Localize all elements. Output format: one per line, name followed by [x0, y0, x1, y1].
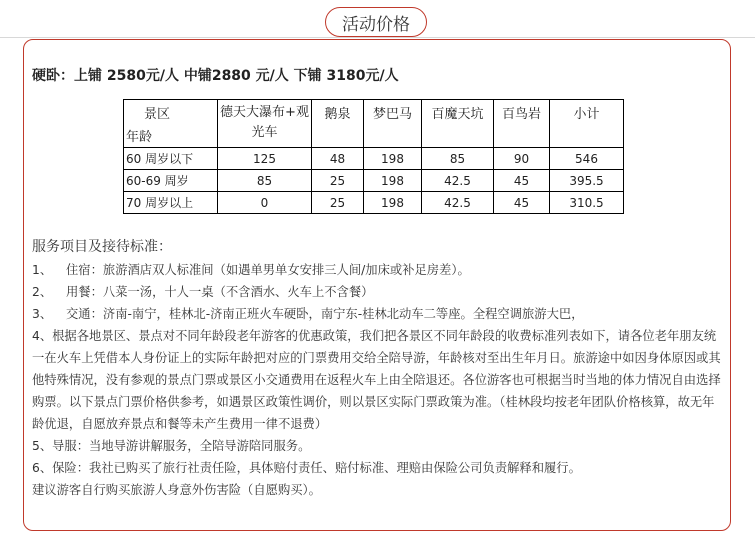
table-cell: 25: [312, 170, 364, 192]
berth-price-line: 硬卧：上铺 2580元/人 中铺2880 元/人 下铺 3180元/人: [32, 68, 399, 84]
table-cell: 198: [364, 170, 422, 192]
table-header-row: [124, 100, 624, 148]
table-header: 德天大瀑布+观光车: [218, 100, 312, 148]
table-corner-cell: [124, 100, 218, 148]
table-cell: 85: [218, 170, 312, 192]
page-title: 活动价格: [325, 7, 427, 37]
table-row: [124, 170, 624, 192]
table-header: 梦巴马: [364, 100, 422, 148]
item-text: 根据各地景区、景点对不同年龄段老年游客的优惠政策，我们把各景区不同年龄段的收费标准列表如下，请各位老年朋友统一在火车上凭借本人身份证上的实际年龄把对应的门票费用交给全陪导游，年龄核对至出生年月日。旅游途中如因身体原因或其他特殊情况，没有参观的景点门票或景区小交通费用在返程火车上由全陪退还。各位游客也可根据当时当地的体力情况自由选择购票。以下景点门票价格供参考，如遇景区政策性调价，则以景区实际门票政策为准。（桂林段均按老年团队价格核算，故无年龄优退，自愿放弃景点和餐等未产生费用一律不退费）: [32, 329, 721, 431]
table-cell: 0: [218, 192, 312, 214]
top-divider: [0, 37, 755, 38]
service-item-transport: [32, 303, 722, 325]
age-group-cell: 60 周岁以下: [124, 148, 218, 170]
item-number: 5、: [32, 439, 53, 453]
closing-text: 建议游客自行购买旅游人身意外伤害险（自愿购买）。: [32, 483, 321, 497]
item-text: 用餐：八菜一汤，十人一桌（不含酒水、火车上不含餐）: [66, 285, 374, 299]
service-heading: 服务项目及接待标准：: [32, 239, 172, 255]
table-row: [124, 148, 624, 170]
item-number: 3、: [32, 307, 53, 321]
closing-note: [32, 479, 722, 501]
table-header: 百鸟岩: [494, 100, 550, 148]
age-group-cell: 60-69 周岁: [124, 170, 218, 192]
table-cell: 198: [364, 192, 422, 214]
table-header: 鹅泉: [312, 100, 364, 148]
item-number: 6、: [32, 461, 53, 475]
table-cell: 90: [494, 148, 550, 170]
price-table: [123, 99, 624, 214]
subtotal-cell: 310.5: [550, 192, 624, 214]
service-item-tickets: [32, 325, 722, 435]
subtotal-cell: 546: [550, 148, 624, 170]
table-header: 百魔天坑: [422, 100, 494, 148]
item-number: 2、: [32, 285, 53, 299]
table-header: 小计: [550, 100, 624, 148]
table-cell: 125: [218, 148, 312, 170]
table-cell: 45: [494, 170, 550, 192]
table-cell: 45: [494, 192, 550, 214]
table-cell: 42.5: [422, 170, 494, 192]
table-cell: 198: [364, 148, 422, 170]
table-cell: 85: [422, 148, 494, 170]
age-group-cell: 70 周岁以上: [124, 192, 218, 214]
item-text: 住宿：旅游酒店双人标准间（如遇单男单女安排三人间/加床或补足房差）。: [66, 263, 470, 277]
service-list: [32, 259, 722, 501]
service-item-insurance: [32, 457, 722, 479]
table-cell: 48: [312, 148, 364, 170]
service-item-meals: [32, 281, 722, 303]
service-item-lodging: [32, 259, 722, 281]
table-row: [124, 192, 624, 214]
subtotal-cell: 395.5: [550, 170, 624, 192]
table-cell: 25: [312, 192, 364, 214]
item-number: 4、: [32, 329, 53, 343]
item-text: 交通：济南-南宁，桂林北-济南正班火车硬卧，南宁东-桂林北动车二等座。全程空调旅游大巴，: [66, 307, 584, 321]
service-item-guide: [32, 435, 722, 457]
item-text: 保险：我社已购买了旅行社责任险，具体赔付责任、赔付标准、理赔由保险公司负责解释和履行。: [52, 461, 581, 475]
corner-label-scenic: 景区: [144, 107, 171, 122]
item-text: 导服：当地导游讲解服务，全陪导游陪同服务。: [52, 439, 311, 453]
item-number: 1、: [32, 263, 53, 277]
table-cell: 42.5: [422, 192, 494, 214]
corner-label-age: 年龄: [126, 130, 153, 145]
